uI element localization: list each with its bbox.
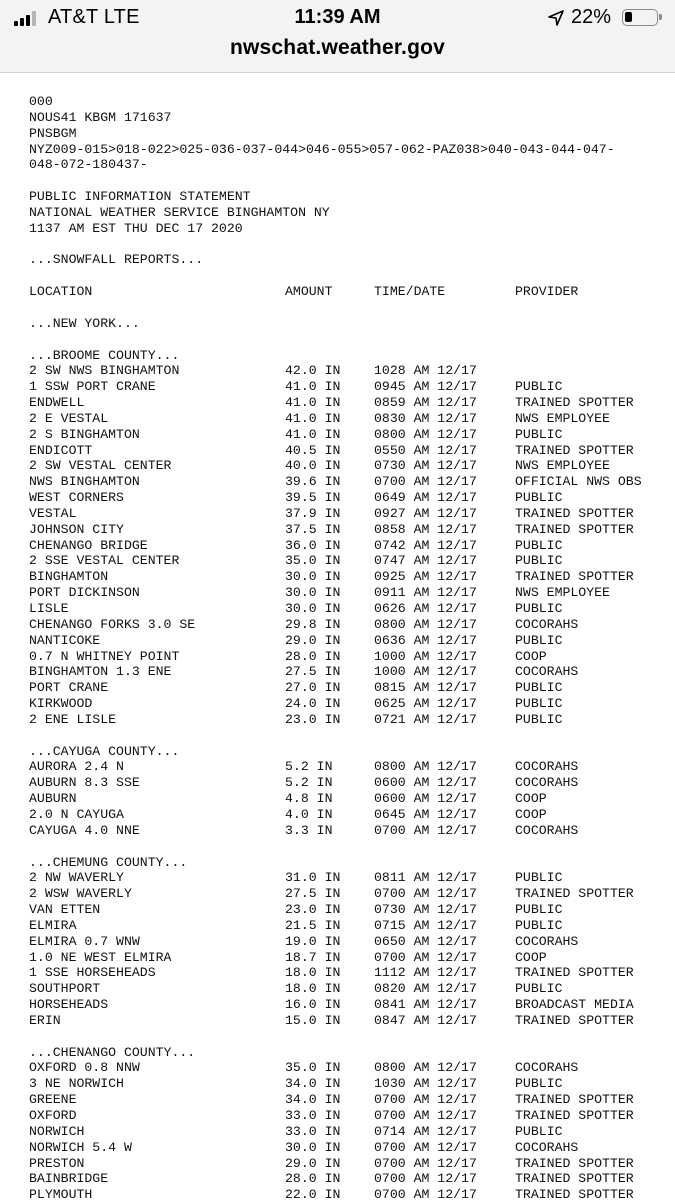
report-row: [29, 1076, 675, 1092]
provider-cell: PUBLIC: [515, 379, 563, 395]
header-line: PNSBGM: [29, 125, 77, 141]
county-heading: ...CHEMUNG COUNTY...: [29, 854, 188, 870]
location-cell: 0.7 N WHITNEY POINT: [29, 648, 180, 664]
report-row: [29, 791, 675, 807]
report-row: [29, 807, 675, 823]
time-cell: 1030 AM 12/17: [374, 1076, 477, 1092]
time-cell: 0700 AM 12/17: [374, 1155, 477, 1171]
time-cell: 0600 AM 12/17: [374, 791, 477, 807]
provider-cell: OFFICIAL NWS OBS: [515, 474, 642, 490]
header-line: NYZ009-015>018-022>025-036-037-044>046-055>057-062-PAZ038>040-043-044-047-: [29, 141, 615, 157]
location-cell: ELMIRA 0.7 WNW: [29, 933, 140, 949]
report-row: [29, 569, 675, 585]
time-cell: 0911 AM 12/17: [374, 585, 477, 601]
provider-cell: COCORAHS: [515, 822, 579, 838]
provider-cell: PUBLIC: [515, 917, 563, 933]
amount-cell: 18.0 IN: [285, 981, 341, 997]
report-row: [29, 427, 675, 443]
battery-icon: [622, 9, 658, 26]
report-row: [29, 997, 675, 1013]
time-cell: 0730 AM 12/17: [374, 458, 477, 474]
location-cell: BINGHAMTON 1.3 ENE: [29, 664, 172, 680]
location-cell: AURORA 2.4 N: [29, 759, 124, 775]
time-cell: 0800 AM 12/17: [374, 1060, 477, 1076]
amount-cell: 41.0 IN: [285, 426, 341, 442]
amount-cell: AMOUNT: [285, 284, 333, 300]
amount-cell: 27.5 IN: [285, 886, 341, 902]
location-cell: NORWICH 5.4 W: [29, 1139, 132, 1155]
time-cell: 0800 AM 12/17: [374, 426, 477, 442]
report-row: [29, 886, 675, 902]
time-cell: 0700 AM 12/17: [374, 474, 477, 490]
location-cell: GREENE: [29, 1092, 77, 1108]
location-cell: 2 SSE VESTAL CENTER: [29, 553, 180, 569]
provider-cell: PUBLIC: [515, 601, 563, 616]
provider-cell: PUBLIC: [515, 537, 563, 553]
amount-cell: 40.5 IN: [285, 442, 341, 458]
amount-cell: 3.3 IN: [285, 822, 333, 838]
provider-cell: TRAINED SPOTTER: [515, 1012, 634, 1028]
header-line: ...SNOWFALL REPORTS...: [29, 252, 204, 268]
provider-cell: COOP: [515, 648, 547, 664]
header-line: NATIONAL WEATHER SERVICE BINGHAMTON NY: [29, 204, 330, 220]
provider-cell: NWS EMPLOYEE: [515, 410, 610, 426]
report-row: [29, 823, 675, 839]
address-bar-url[interactable]: nwschat.weather.gov: [229, 36, 446, 59]
provider-cell: COOP: [515, 791, 547, 807]
location-cell: NWS BINGHAMTON: [29, 474, 140, 490]
provider-cell: PUBLIC: [515, 1076, 563, 1092]
location-cell: 3 NE NORWICH: [29, 1076, 124, 1092]
header-line: PUBLIC INFORMATION STATEMENT: [29, 189, 251, 205]
header-line: NOUS41 KBGM 171637: [29, 109, 172, 125]
amount-cell: 30.0 IN: [285, 585, 341, 601]
time-cell: 0721 AM 12/17: [374, 711, 477, 727]
report-row: [29, 649, 675, 665]
location-cell: PRESTON: [29, 1155, 85, 1171]
location-cell: 1 SSW PORT CRANE: [29, 379, 156, 395]
location-cell: ELMIRA: [29, 917, 77, 933]
location-cell: OXFORD 0.8 NNW: [29, 1060, 140, 1076]
amount-cell: 39.6 IN: [285, 474, 341, 490]
time-cell: 0925 AM 12/17: [374, 569, 477, 585]
location-cell: 1 SSE HORSEHEADS: [29, 965, 156, 981]
provider-cell: TRAINED SPOTTER: [515, 886, 634, 902]
blank-line: [29, 1029, 675, 1045]
blank-line: [29, 839, 675, 855]
amount-cell: 40.0 IN: [285, 458, 341, 474]
provider-cell: COCORAHS: [515, 759, 579, 775]
amount-cell: 22.0 IN: [285, 1187, 341, 1203]
provider-cell: PUBLIC: [515, 632, 563, 648]
location-cell: 2.0 N CAYUGA: [29, 806, 124, 822]
time-cell: 0742 AM 12/17: [374, 537, 477, 553]
report-row: [29, 1124, 675, 1140]
report-row: [29, 1092, 675, 1108]
time-cell: 1112 AM 12/17: [374, 965, 477, 981]
time-cell: 0700 AM 12/17: [374, 1139, 477, 1155]
provider-cell: COCORAHS: [515, 616, 579, 632]
provider-cell: COCORAHS: [515, 1060, 579, 1076]
amount-cell: 41.0 IN: [285, 410, 341, 426]
time-cell: 0800 AM 12/17: [374, 616, 477, 632]
location-cell: CAYUGA 4.0 NNE: [29, 822, 140, 838]
amount-cell: 41.0 IN: [285, 379, 341, 395]
report-row: [29, 379, 675, 395]
report-row: [29, 443, 675, 459]
blank-line: [29, 728, 675, 744]
time-cell: 0700 AM 12/17: [374, 949, 477, 965]
time-cell: 0626 AM 12/17: [374, 601, 477, 616]
provider-cell: TRAINED SPOTTER: [515, 965, 634, 981]
header-line: 1137 AM EST THU DEC 17 2020: [29, 220, 243, 236]
amount-cell: 33.0 IN: [285, 1123, 341, 1139]
county-heading: ...CAYUGA COUNTY...: [29, 743, 180, 759]
location-cell: AUBURN 8.3 SSE: [29, 775, 140, 791]
time-cell: 0945 AM 12/17: [374, 379, 477, 395]
report-row: [29, 1140, 675, 1156]
time-cell: 0927 AM 12/17: [374, 505, 477, 521]
time-cell: 0636 AM 12/17: [374, 632, 477, 648]
provider-cell: TRAINED SPOTTER: [515, 521, 634, 537]
location-cell: JOHNSON CITY: [29, 521, 124, 537]
provider-cell: TRAINED SPOTTER: [515, 505, 634, 521]
time-cell: 0550 AM 12/17: [374, 442, 477, 458]
location-cell: KIRKWOOD: [29, 696, 93, 712]
provider-cell: PUBLIC: [515, 553, 563, 569]
location-cell: HORSEHEADS: [29, 997, 109, 1013]
time-cell: 0847 AM 12/17: [374, 1012, 477, 1028]
time-cell: 0700 AM 12/17: [374, 1171, 477, 1187]
blank-line: [29, 268, 675, 284]
report-row: [29, 506, 675, 522]
location-arrow-icon: [547, 9, 565, 27]
blank-line: [29, 332, 675, 348]
location-cell: PORT DICKINSON: [29, 585, 140, 601]
provider-cell: BROADCAST MEDIA: [515, 997, 634, 1013]
report-row: [29, 965, 675, 981]
time-cell: 0650 AM 12/17: [374, 933, 477, 949]
report-row: [29, 1171, 675, 1187]
amount-cell: 31.0 IN: [285, 870, 341, 886]
time-cell: 1000 AM 12/17: [374, 648, 477, 664]
report-row: [29, 696, 675, 712]
amount-cell: 5.2 IN: [285, 775, 333, 791]
amount-cell: 4.0 IN: [285, 806, 333, 822]
report-row: [29, 870, 675, 886]
carrier-label: AT&T LTE: [48, 6, 140, 28]
location-cell: VAN ETTEN: [29, 902, 101, 918]
header-line: 048-072-180437-: [29, 157, 148, 173]
amount-cell: 5.2 IN: [285, 759, 333, 775]
report-row: [29, 363, 675, 379]
provider-cell: COCORAHS: [515, 1139, 579, 1155]
report-row: [29, 918, 675, 934]
location-cell: 2 NW WAVERLY: [29, 870, 124, 886]
time-cell: 0730 AM 12/17: [374, 902, 477, 918]
amount-cell: 37.9 IN: [285, 505, 341, 521]
provider-cell: PUBLIC: [515, 902, 563, 918]
blank-line: [29, 237, 675, 253]
amount-cell: 29.0 IN: [285, 1155, 341, 1171]
time-cell: 0815 AM 12/17: [374, 680, 477, 696]
provider-cell: PUBLIC: [515, 870, 563, 886]
amount-cell: 30.0 IN: [285, 1139, 341, 1155]
report-row: [29, 664, 675, 680]
county-heading: ...CHENANGO COUNTY...: [29, 1044, 196, 1060]
time-cell: 0820 AM 12/17: [374, 981, 477, 997]
amount-cell: 18.7 IN: [285, 949, 341, 965]
amount-cell: 33.0 IN: [285, 1108, 341, 1123]
provider-cell: COCORAHS: [515, 664, 579, 680]
amount-cell: 4.8 IN: [285, 791, 333, 807]
provider-cell: TRAINED SPOTTER: [515, 442, 634, 458]
report-row: [29, 490, 675, 506]
provider-cell: TRAINED SPOTTER: [515, 1155, 634, 1171]
provider-cell: PUBLIC: [515, 680, 563, 696]
report-row: [29, 633, 675, 649]
report-row: [29, 538, 675, 554]
provider-cell: TRAINED SPOTTER: [515, 1171, 634, 1187]
time-cell: 0747 AM 12/17: [374, 553, 477, 569]
report-row: [29, 775, 675, 791]
provider-cell: TRAINED SPOTTER: [515, 1092, 634, 1108]
amount-cell: 28.0 IN: [285, 1171, 341, 1187]
provider-cell: COOP: [515, 806, 547, 822]
time-cell: 0700 AM 12/17: [374, 822, 477, 838]
location-cell: LOCATION: [29, 284, 93, 300]
county-heading: ...BROOME COUNTY...: [29, 347, 180, 363]
amount-cell: 23.0 IN: [285, 902, 341, 918]
time-cell: 0858 AM 12/17: [374, 521, 477, 537]
provider-cell: COCORAHS: [515, 933, 579, 949]
time-cell: 0700 AM 12/17: [374, 1187, 477, 1203]
amount-cell: 42.0 IN: [285, 363, 341, 379]
location-cell: PLYMOUTH: [29, 1187, 93, 1203]
state-heading: ...NEW YORK...: [29, 315, 140, 331]
time-cell: 0714 AM 12/17: [374, 1123, 477, 1139]
time-cell: 0649 AM 12/17: [374, 490, 477, 506]
location-cell: 2 ENE LISLE: [29, 711, 117, 727]
amount-cell: 23.0 IN: [285, 711, 341, 727]
report-row: [29, 759, 675, 775]
time-cell: 0715 AM 12/17: [374, 917, 477, 933]
location-cell: OXFORD: [29, 1108, 77, 1123]
report-row: [29, 950, 675, 966]
report-row: [29, 1187, 675, 1203]
battery-percent: 22%: [571, 6, 612, 28]
time-cell: 0859 AM 12/17: [374, 395, 477, 411]
report-row: [29, 1013, 675, 1029]
time-cell: 0600 AM 12/17: [374, 775, 477, 791]
amount-cell: 30.0 IN: [285, 601, 341, 616]
location-cell: NANTICOKE: [29, 632, 101, 648]
location-cell: BAINBRIDGE: [29, 1171, 109, 1187]
provider-cell: PUBLIC: [515, 490, 563, 506]
report-row: [29, 680, 675, 696]
amount-cell: 27.5 IN: [285, 664, 341, 680]
amount-cell: 37.5 IN: [285, 521, 341, 537]
provider-cell: TRAINED SPOTTER: [515, 395, 634, 411]
report-row: [29, 585, 675, 601]
location-cell: 2 S BINGHAMTON: [29, 426, 140, 442]
report-row: [29, 617, 675, 633]
location-cell: WEST CORNERS: [29, 490, 124, 506]
time-cell: 0811 AM 12/17: [374, 870, 477, 886]
location-cell: 2 SW NWS BINGHAMTON: [29, 363, 180, 379]
report-row: [29, 553, 675, 569]
location-cell: PORT CRANE: [29, 680, 109, 696]
location-cell: ERIN: [29, 1012, 61, 1028]
provider-cell: TRAINED SPOTTER: [515, 1187, 634, 1203]
amount-cell: 34.0 IN: [285, 1092, 341, 1108]
provider-cell: COOP: [515, 949, 547, 965]
report-row: [29, 395, 675, 411]
time-cell: 0700 AM 12/17: [374, 1108, 477, 1123]
statement-text: [29, 94, 675, 1203]
time-cell: 0700 AM 12/17: [374, 1092, 477, 1108]
provider-cell: PROVIDER: [515, 284, 579, 300]
provider-cell: PUBLIC: [515, 981, 563, 997]
time-cell: TIME/DATE: [374, 284, 446, 300]
status-bar: [0, 0, 675, 36]
provider-cell: PUBLIC: [515, 1123, 563, 1139]
clock: 11:39 AM: [294, 6, 381, 28]
report-row: [29, 1156, 675, 1172]
report-row: [29, 1108, 675, 1124]
report-row: [29, 981, 675, 997]
location-cell: LISLE: [29, 601, 69, 616]
time-cell: 0700 AM 12/17: [374, 886, 477, 902]
report-row: [29, 411, 675, 427]
provider-cell: NWS EMPLOYEE: [515, 585, 610, 601]
report-row: [29, 1060, 675, 1076]
location-cell: SOUTHPORT: [29, 981, 101, 997]
provider-cell: PUBLIC: [515, 711, 563, 727]
location-cell: 1.0 NE WEST ELMIRA: [29, 949, 172, 965]
time-cell: 0800 AM 12/17: [374, 759, 477, 775]
location-cell: BINGHAMTON: [29, 569, 109, 585]
provider-cell: TRAINED SPOTTER: [515, 569, 634, 585]
header-line: 000: [29, 94, 53, 109]
report-row: [29, 601, 675, 617]
amount-cell: 30.0 IN: [285, 569, 341, 585]
amount-cell: 34.0 IN: [285, 1076, 341, 1092]
report-row: [29, 458, 675, 474]
browser-bar: [0, 0, 675, 73]
time-cell: 0841 AM 12/17: [374, 997, 477, 1013]
time-cell: 0830 AM 12/17: [374, 410, 477, 426]
amount-cell: 29.0 IN: [285, 632, 341, 648]
amount-cell: 24.0 IN: [285, 696, 341, 712]
location-cell: CHENANGO FORKS 3.0 SE: [29, 616, 196, 632]
location-cell: NORWICH: [29, 1123, 85, 1139]
amount-cell: 15.0 IN: [285, 1012, 341, 1028]
location-cell: 2 E VESTAL: [29, 410, 109, 426]
amount-cell: 35.0 IN: [285, 553, 341, 569]
amount-cell: 29.8 IN: [285, 616, 341, 632]
provider-cell: PUBLIC: [515, 426, 563, 442]
amount-cell: 28.0 IN: [285, 648, 341, 664]
report-row: [29, 522, 675, 538]
report-row: [29, 934, 675, 950]
amount-cell: 16.0 IN: [285, 997, 341, 1013]
amount-cell: 21.5 IN: [285, 917, 341, 933]
location-cell: 2 WSW WAVERLY: [29, 886, 132, 902]
report-row: [29, 902, 675, 918]
blank-line: [29, 173, 675, 189]
report-row: [29, 712, 675, 728]
amount-cell: 41.0 IN: [285, 395, 341, 411]
time-cell: 0625 AM 12/17: [374, 696, 477, 712]
provider-cell: NWS EMPLOYEE: [515, 458, 610, 474]
amount-cell: 36.0 IN: [285, 537, 341, 553]
time-cell: 1028 AM 12/17: [374, 363, 477, 379]
amount-cell: 18.0 IN: [285, 965, 341, 981]
amount-cell: 19.0 IN: [285, 933, 341, 949]
time-cell: 0645 AM 12/17: [374, 806, 477, 822]
location-cell: 2 SW VESTAL CENTER: [29, 458, 172, 474]
location-cell: VESTAL: [29, 505, 77, 521]
time-cell: 1000 AM 12/17: [374, 664, 477, 680]
provider-cell: COCORAHS: [515, 775, 579, 791]
location-cell: AUBURN: [29, 791, 77, 807]
amount-cell: 35.0 IN: [285, 1060, 341, 1076]
amount-cell: 27.0 IN: [285, 680, 341, 696]
location-cell: CHENANGO BRIDGE: [29, 537, 148, 553]
blank-line: [29, 300, 675, 316]
amount-cell: 39.5 IN: [285, 490, 341, 506]
location-cell: ENDICOTT: [29, 442, 93, 458]
report-row: [29, 474, 675, 490]
provider-cell: TRAINED SPOTTER: [515, 1108, 634, 1123]
provider-cell: PUBLIC: [515, 696, 563, 712]
location-cell: ENDWELL: [29, 395, 85, 411]
column-headers: [29, 284, 675, 300]
